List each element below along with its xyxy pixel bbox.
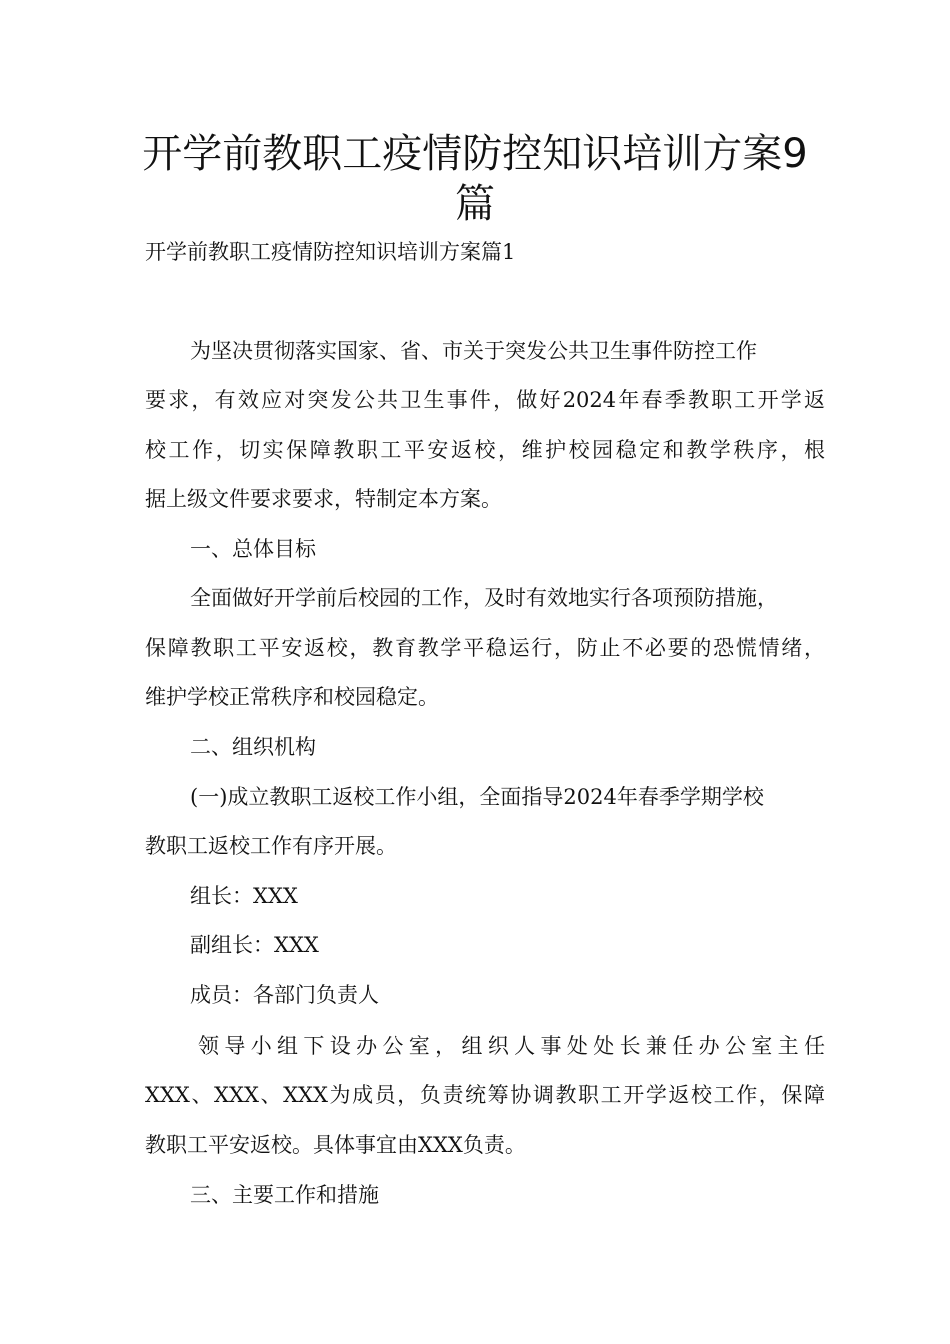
paragraph-4-line-3: 教职工平安返校。具体事宜由XXX负责。 [145,1133,526,1157]
deputy-leader-line: 副组长：XXX [190,933,319,957]
paragraph-4-line-2: XXX、XXX、XXX为成员，负责统筹协调教职工开学返校工作，保障 [145,1083,825,1107]
paragraph-4-line-1: 领导小组下设办公室，组织人事处处长兼任办公室主任 [198,1034,825,1058]
section-heading-2: 二、组织机构 [190,735,316,759]
paragraph-3-line-2: 教职工返校工作有序开展。 [145,834,397,858]
document-subtitle: 开学前教职工疫情防控知识培训方案篇1 [145,240,516,264]
section-heading-3: 三、主要工作和措施 [190,1183,379,1207]
document-title-line-1: 开学前教职工疫情防控知识培训方案9 [142,131,808,177]
paragraph-1-line-4: 据上级文件要求要求，特制定本方案。 [145,487,502,511]
paragraph-1-line-3: 校工作，切实保障教职工平安返校，维护校园稳定和教学秩序，根 [145,438,825,462]
members-line: 成员：各部门负责人 [190,983,379,1007]
document-title-line-2: 篇 [455,181,495,227]
paragraph-3-line-1: (一)成立教职工返校工作小组，全面指导2024年春季学期学校 [190,785,764,809]
paragraph-2-line-2: 保障教职工平安返校，教育教学平稳运行，防止不必要的恐慌情绪， [145,636,825,660]
paragraph-2-line-3: 维护学校正常秩序和校园稳定。 [145,685,439,709]
group-leader-line: 组长：XXX [190,884,298,908]
section-heading-1: 一、总体目标 [190,537,316,561]
paragraph-2-line-1: 全面做好开学前后校园的工作，及时有效地实行各项预防措施， [190,586,778,610]
paragraph-1-line-2: 要求，有效应对突发公共卫生事件，做好2024年春季教职工开学返 [145,388,825,412]
paragraph-1-line-1: 为坚决贯彻落实国家、省、市关于突发公共卫生事件防控工作 [190,339,757,363]
